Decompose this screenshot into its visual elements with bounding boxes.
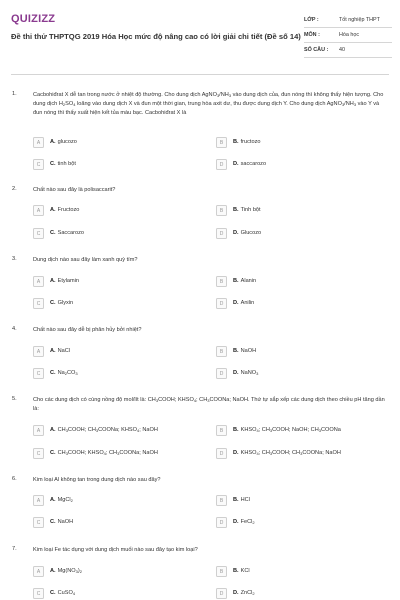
option-text [233,300,254,306]
option-checkbox[interactable]: B [216,425,227,436]
question-text: Kim loại Al không tan trong dung dịch nào sau đây? [33,477,161,483]
option-value: Anilin [240,300,255,306]
question-number: 2. [12,186,17,192]
option-checkbox[interactable]: D [216,517,227,528]
option-checkbox[interactable]: B [216,566,227,577]
option-text [50,230,84,236]
option-value: fructozo [240,139,261,145]
option-checkbox[interactable]: C [33,298,44,309]
option-label: B. [233,278,239,284]
option-text [50,450,158,456]
header-divider [11,74,389,75]
option-label: C. [50,370,56,376]
worksheet-title: Đề thi thử THPTQG 2019 Hóa Học mức độ nâng cao có lời giải chi tiết (Đề số 14) [11,32,301,41]
option-checkbox[interactable]: C [33,517,44,528]
option-checkbox[interactable]: C [33,228,44,239]
option-text [233,568,250,574]
option-value: Glyxin [57,300,74,306]
option-checkbox[interactable]: B [216,205,227,216]
option-value: saccarozo [240,161,267,167]
option-checkbox[interactable]: C [33,159,44,170]
question-text: Cacbohiđrat X dễ tan trong nước ở nhiệt độ thường. Cho dung dịch $AgNO_3/NH_3$ vào dung dịch của, đun nóng thì không thấy hiện tượng. Cho dung dịch $H_2SO_4$ loãng vào dung dịch X và đun một thời gian, trung hòa axit dư, thu được dung dịch Y. Cho dung dịch $AgNO_3/NH_3$ vào Y và đun nóng thì thấy xuất hiện kết tủa màu bạc. Cacbohiđrat X là [33,92,384,116]
option-text [50,427,158,433]
option-label: C. [50,300,56,306]
option-checkbox[interactable]: B [216,495,227,506]
option-text [50,590,75,596]
option-checkbox[interactable]: A [33,346,44,357]
option-checkbox[interactable]: D [216,228,227,239]
option-label: A. [50,497,56,503]
option-checkbox[interactable]: A [33,137,44,148]
option-text [50,568,82,574]
option-value: $KHSO_4$; $CH_3COOH$; NaOH; $CH_3COONa$ [240,427,341,433]
option-text [50,348,70,354]
meta-class-label: LỚP : [304,17,319,23]
option-value: NaNO$_3$ [240,370,259,376]
option-label: D. [233,161,239,167]
meta-class-row [304,13,392,28]
option-text [233,427,341,433]
option-value: CuSO$_4$ [57,590,76,596]
option-label: B. [233,139,239,145]
option-label: D. [233,519,239,525]
option-value: MgCl$_2$ [57,497,73,503]
option-label: D. [233,300,239,306]
question-text: Kim loại Fe tác dụng với dung dịch muối nào sau đây tạo kim loại? [33,547,198,553]
option-value: $Na_2CO_3$ [57,370,78,376]
option-value: $CH_3COOH$; $CH_3COONa$; $KHSO_4$; NaOH [57,427,158,433]
option-text [50,519,73,525]
option-text [50,300,73,306]
option-value: glucozo [57,139,77,145]
option-label: B. [233,348,239,354]
option-checkbox[interactable]: D [216,159,227,170]
question-number: 1. [12,91,17,97]
question-text: Dung dịch nào sau đây làm xanh quỳ tím? [33,257,138,263]
option-value: Glucozo [240,230,262,236]
option-checkbox[interactable]: C [33,588,44,599]
option-text [50,497,73,503]
option-label: C. [50,230,56,236]
option-label: B. [233,568,239,574]
question-number: 6. [12,476,17,482]
option-value: $Mg(NO_3)_2$ [57,568,82,574]
option-label: C. [50,161,56,167]
option-value: NaOH [240,348,257,354]
option-label: D. [233,450,239,456]
option-checkbox[interactable]: A [33,205,44,216]
option-text [50,161,76,167]
question-text: Cho các dung dịch có cùng nồng độ mol/lít là: $CH_3COOH$; $KHSO_4$; $CH_3COONa$; NaOH. Thứ tự sắp xếp các dung dịch theo chiều pH tăng dần là: [33,397,385,412]
option-label: C. [50,450,56,456]
option-checkbox[interactable]: A [33,276,44,287]
option-value: Fructozo [57,207,80,213]
option-label: B. [233,497,239,503]
option-value: Tinh bột [240,207,261,213]
option-value: FeCl$_2$ [240,519,255,525]
option-value: Alanin [240,278,257,284]
option-text [233,207,261,213]
option-checkbox[interactable]: A [33,425,44,436]
option-label: A. [50,568,56,574]
option-value: KCl [240,568,250,574]
meta-count-row [304,43,392,58]
meta-count-label: SỐ CÂU : [304,47,329,53]
option-label: D. [233,370,239,376]
option-checkbox[interactable]: C [33,368,44,379]
option-text [50,370,78,376]
option-value: $KHSO_4$; $CH_3COOH$; $CH_3COONa$; NaOH [240,450,341,456]
option-label: A. [50,278,56,284]
option-label: B. [233,427,239,433]
option-text [233,370,258,376]
option-label: A. [50,427,56,433]
question-number: 4. [12,326,17,332]
option-label: C. [50,519,56,525]
option-text [233,278,256,284]
option-text [233,590,255,596]
option-checkbox[interactable]: D [216,298,227,309]
meta-subject-value: Hóa học [339,32,360,38]
option-text [233,497,250,503]
option-text [233,230,261,236]
option-label: A. [50,207,56,213]
option-checkbox[interactable]: A [33,566,44,577]
option-value: ZnCl$_2$ [240,590,255,596]
option-text [50,139,77,145]
option-text [233,139,261,145]
option-label: C. [50,590,56,596]
meta-subject-row [304,28,392,43]
option-text [233,348,256,354]
question-number: 7. [12,546,17,552]
question-text: Chất nào sau đây dễ bị phân hủy bởi nhiệt? [33,327,142,333]
option-value: tinh bột [57,161,76,167]
option-value: Saccarozo [57,230,85,236]
option-label: D. [233,230,239,236]
meta-panel [304,13,392,58]
option-text [233,161,266,167]
option-checkbox[interactable]: A [33,495,44,506]
option-label: D. [233,590,239,596]
question-number: 5. [12,396,17,402]
option-checkbox[interactable]: D [216,368,227,379]
option-checkbox[interactable]: D [216,448,227,459]
worksheet-header [0,0,400,74]
question-number: 3. [12,256,17,262]
option-text [233,450,341,456]
option-checkbox[interactable]: B [216,346,227,357]
question-text: Chất nào sau đây là polisaccarit? [33,187,116,193]
option-text [50,207,79,213]
quizizz-logo: QUIZIZZ [11,13,56,25]
option-checkbox[interactable]: C [33,448,44,459]
option-value: NaCl [57,348,71,354]
option-checkbox[interactable]: D [216,588,227,599]
option-text [50,278,79,284]
option-value: HCl [240,497,250,503]
meta-subject-label: MÔN : [304,32,320,38]
option-label: A. [50,348,56,354]
option-value: Etylamin [57,278,80,284]
option-value: NaOH [57,519,74,525]
option-label: A. [50,139,56,145]
option-checkbox[interactable]: B [216,276,227,287]
option-checkbox[interactable]: B [216,137,227,148]
option-value: $CH_3COOH$; $KHSO_4$; $CH_3COONa$; NaOH [57,450,158,456]
option-label: B. [233,207,239,213]
meta-class-value: Tốt nghiệp THPT [339,17,380,23]
option-text [233,519,255,525]
meta-count-value: 40 [339,47,345,53]
